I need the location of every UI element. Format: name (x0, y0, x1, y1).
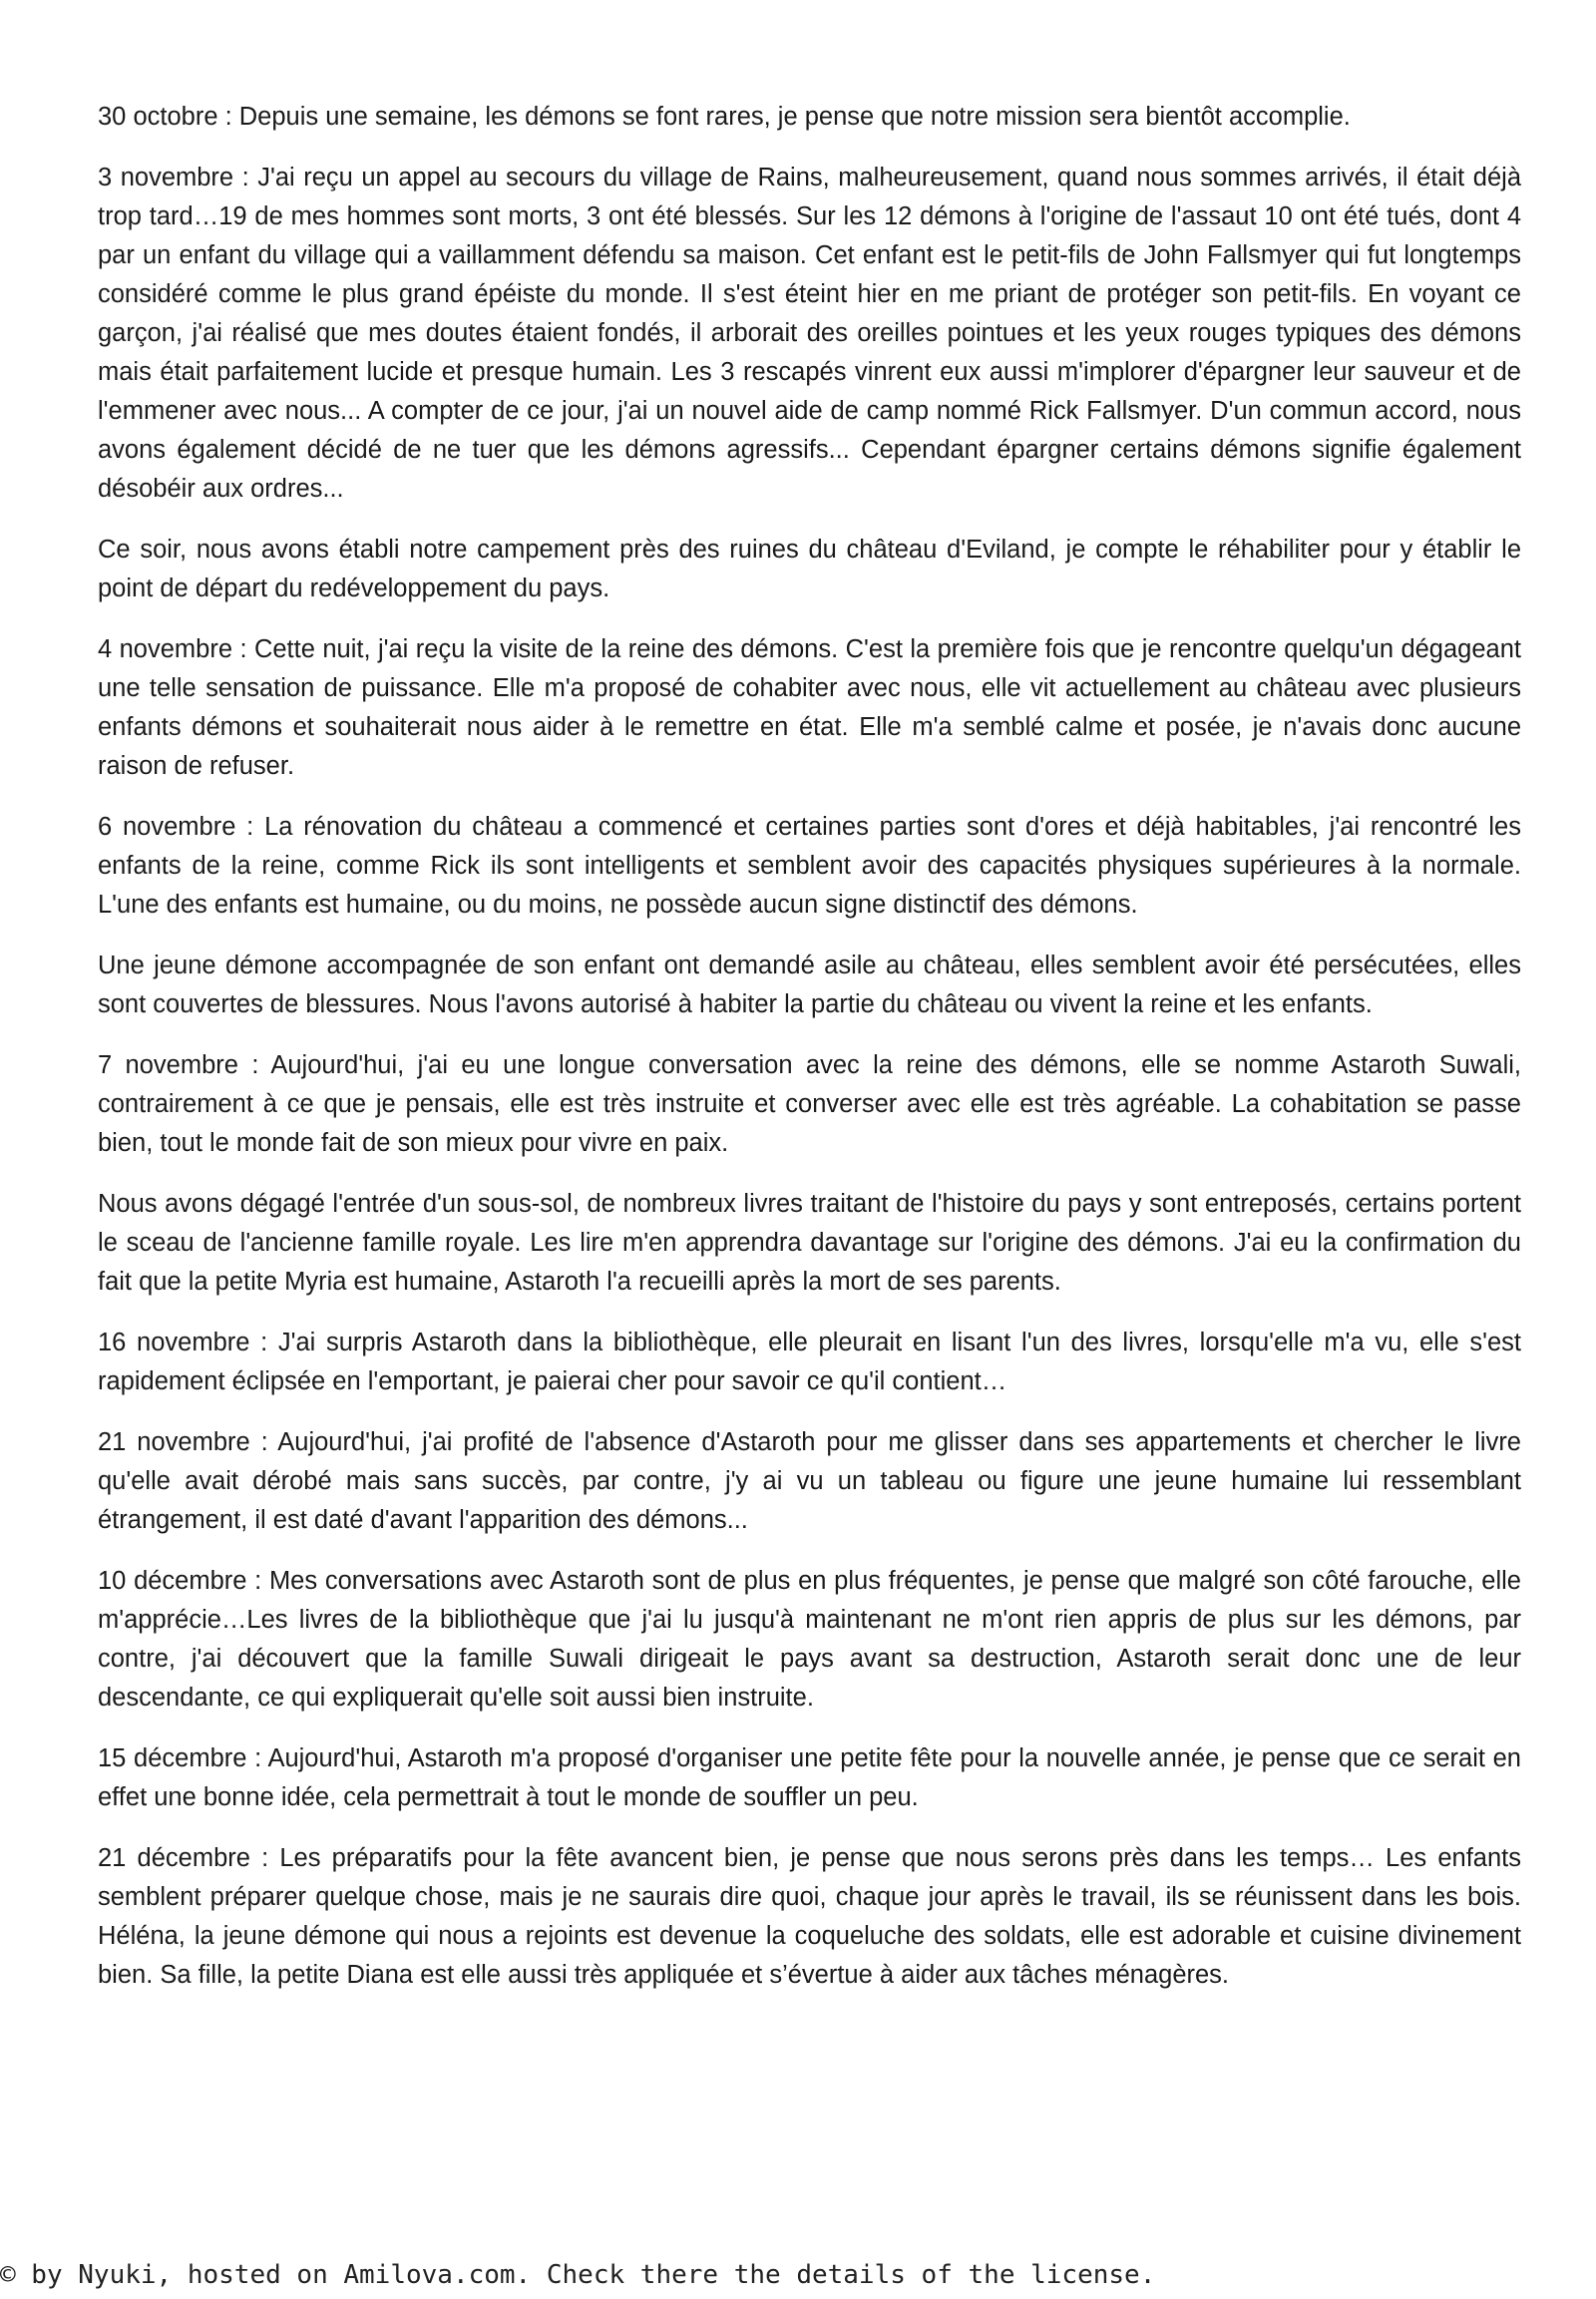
paragraph-nov21: 21 novembre : Aujourd'hui, j'ai profité de l'absence d'Astaroth pour me glisser dans ses appartements et chercher le livre qu'elle avait dérobé mais sans succès, par contre, j'y ai vu un tableau ou figure une jeune humaine lui ressemblant étrangement, il est daté d'avant l'apparition des démons... (98, 1428, 1521, 1534)
paragraph-nov7: 7 novembre : Aujourd'hui, j'ai eu une longue conversation avec la reine des démons, elle se nomme Astaroth Suwali, contrairement à ce que je pensais, elle est très instruite et converser avec elle est très agréable. La cohabitation se passe bien, tout le monde fait de son mieux pour vivre en paix. (98, 1051, 1521, 1157)
license-footer: © by Nyuki, hosted on Amilova.com. Check there the details of the license. (0, 2260, 1156, 2290)
paragraph-dec15: 15 décembre : Aujourd'hui, Astaroth m'a proposé d'organiser une petite fête pour la nouvelle année, je pense que ce serait en effet une bonne idée, cela permettrait à tout le monde de souffler un peu. (98, 1744, 1521, 1811)
document-body (98, 98, 1521, 2017)
paragraph-nov3: 3 novembre : J'ai reçu un appel au secours du village de Rains, malheureusement, quand nous sommes arrivés, il était déjà trop tard…19 de mes hommes sont morts, 3 ont été blessés. Sur les 12 démons à l'origine de l'assaut 10 ont été tués, dont 4 par un enfant du village qui a vaillamment défendu sa maison. Cet enfant est le petit-fils de John Fallsmyer qui fut longtemps considéré comme le plus grand épéiste du monde. Il s'est éteint hier en me priant de protéger son petit-fils. En voyant ce garçon, j'ai réalisé que mes doutes étaient fondés, il arborait des oreilles pointues et les yeux rouges typiques des démons mais était parfaitement lucide et presque humain. Les 3 rescapés vinrent eux aussi m'implorer d'épargner leur sauveur et de l'emmener avec nous... A compter de ce jour, j'ai un nouvel aide de camp nommé Rick Fallsmyer. D'un commun accord, nous avons également décidé de ne tuer que les démons agressifs... Cependant épargner certains démons signifie également désobéir aux ordres... (98, 164, 1521, 503)
paragraph-nov6: 6 novembre : La rénovation du château a commencé et certaines parties sont d'ores et déjà habitables, j'ai rencontré les enfants de la reine, comme Rick ils sont intelligents et semblent avoir des capacités physiques supérieures à la normale. L'une des enfants est humaine, ou du moins, ne possède aucun signe distinctif des démons. (98, 813, 1521, 919)
paragraph-basement: Nous avons dégagé l'entrée d'un sous-sol, de nombreux livres traitant de l'histoire du pays y sont entreposés, certains portent le sceau de l'ancienne famille royale. Les lire m'en apprendra davantage sur l'origine des démons. J'ai eu la confirmation du fait que la petite Myria est humaine, Astaroth l'a recueilli après la mort de ses parents. (98, 1190, 1521, 1296)
paragraph-nov16: 16 novembre : J'ai surpris Astaroth dans la bibliothèque, elle pleurait en lisant l'un des livres, lorsqu'elle m'a vu, elle s'est rapidement éclipsée en l'emportant, je paierai cher pour savoir ce qu'il contient… (98, 1329, 1521, 1395)
paragraph-asylum: Une jeune démone accompagnée de son enfant ont demandé asile au château, elles semblent avoir été persécutées, elles sont couvertes de blessures. Nous l'avons autorisé à habiter la partie du château ou vivent la reine et les enfants. (98, 952, 1521, 1018)
paragraph-nov4: 4 novembre : Cette nuit, j'ai reçu la visite de la reine des démons. C'est la première fois que je rencontre quelqu'un dégageant une telle sensation de puissance. Elle m'a proposé de cohabiter avec nous, elle vit actuellement au château avec plusieurs enfants démons et souhaiterait nous aider à le remettre en état. Elle m'a semblé calme et posée, je n'avais donc aucune raison de refuser. (98, 635, 1521, 780)
paragraph-oct30: 30 octobre : Depuis une semaine, les démons se font rares, je pense que notre mission sera bientôt accomplie. (98, 103, 1351, 131)
paragraph-dec21: 21 décembre : Les préparatifs pour la fête avancent bien, je pense que nous serons près dans les temps… Les enfants semblent préparer quelque chose, mais je ne saurais dire quoi, chaque jour après le travail, ils se réunissent dans les bois. Héléna, la jeune démone qui nous a rejoints est devenue la coqueluche des soldats, elle est adorable et cuisine divinement bien. Sa fille, la petite Diana est elle aussi très appliquée et s’évertue à aider aux tâches ménagères. (98, 1844, 1521, 1989)
paragraph-dec10: 10 décembre : Mes conversations avec Astaroth sont de plus en plus fréquentes, je pense que malgré son côté farouche, elle m'apprécie…Les livres de la bibliothèque que j'ai lu jusqu'à maintenant ne m'ont rien appris de plus sur les démons, par contre, j'ai découvert que la famille Suwali dirigeait le pays avant sa destruction, Astaroth serait donc une de leur descendante, ce qui expliquerait qu'elle soit aussi bien instruite. (98, 1567, 1521, 1712)
paragraph-eviland-camp: Ce soir, nous avons établi notre campement près des ruines du château d'Eviland, je compte le réhabiliter pour y établir le point de départ du redéveloppement du pays. (98, 536, 1521, 602)
